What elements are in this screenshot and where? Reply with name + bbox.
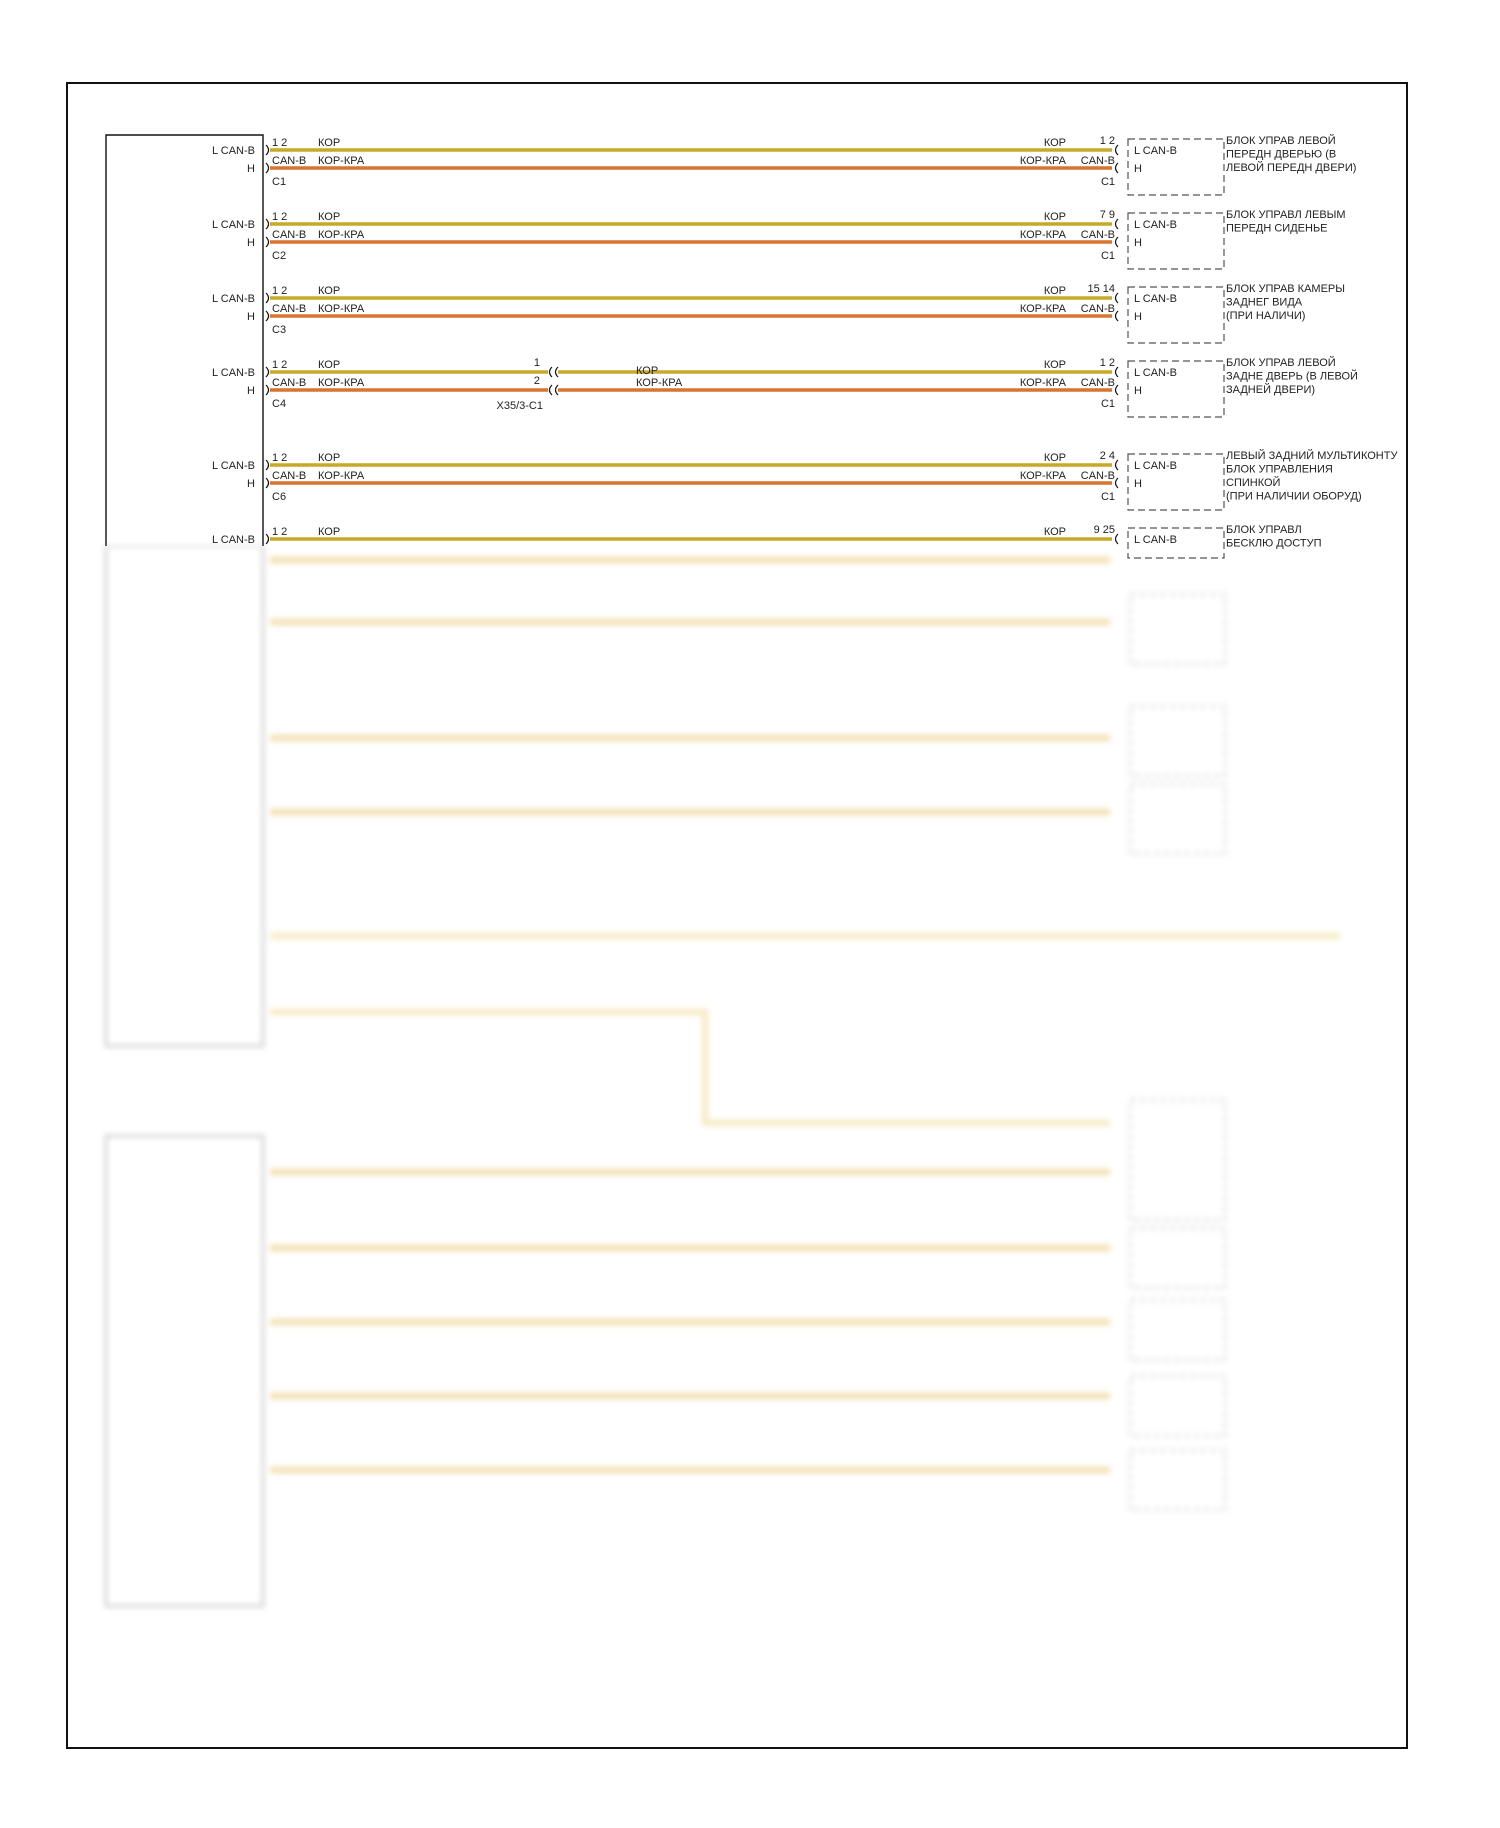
wire-color-label-right-1: КОР xyxy=(1043,526,1066,538)
left-can-label: CAN-B xyxy=(272,377,307,389)
left-connector-icon xyxy=(266,534,269,544)
left-label-h: H xyxy=(247,163,255,175)
left-connector-icon xyxy=(266,293,269,321)
wire-color-label-right-2: КОР-КРА xyxy=(1019,229,1066,241)
left-label-h: H xyxy=(247,311,255,323)
left-pin-numbers: 1 2 xyxy=(272,452,288,464)
left-connector-icon xyxy=(266,367,269,395)
right-connector-id: C1 xyxy=(1100,491,1115,503)
module-title-line: БЕСКЛЮ ДОСТУП xyxy=(1226,537,1322,550)
wire-color-label-1: КОР xyxy=(318,452,341,464)
left-connector-icon xyxy=(266,145,269,173)
left-can-label: CAN-B xyxy=(272,470,307,482)
module-label-l-can-b: L CAN-B xyxy=(1134,219,1177,231)
right-connector-id: C1 xyxy=(1100,176,1115,188)
module-title-line: (ПРИ НАЛИЧИ) xyxy=(1226,310,1306,322)
left-label-l-can-b: L CAN-B xyxy=(212,293,255,305)
wire-color-label-1: КОР xyxy=(318,359,341,371)
wire-color-label-2: КОР-КРА xyxy=(318,377,365,389)
module-title-line: ПЕРЕДН ДВЕРЬЮ (В xyxy=(1226,148,1337,161)
wire-color-label-right-1: КОР xyxy=(1043,359,1066,371)
left-connector-icon xyxy=(266,219,269,247)
left-label-h: H xyxy=(247,237,255,249)
module-label-h: H xyxy=(1134,311,1142,323)
module-title-line: (ПРИ НАЛИЧИИ ОБОРУД) xyxy=(1226,490,1362,503)
wire-color-label-right-1: КОР xyxy=(1043,137,1066,149)
module-title-line: БЛОК УПРАВЛ xyxy=(1226,524,1302,536)
wire-color-label-right-2: КОР-КРА xyxy=(1019,377,1066,389)
right-connector-icon xyxy=(1116,145,1119,173)
left-connector-id: C2 xyxy=(272,250,287,262)
wire-color-label-right-2: КОР-КРА xyxy=(1019,303,1066,315)
left-pin-numbers: 1 2 xyxy=(272,137,288,149)
left-connector-id: C1 xyxy=(272,176,287,188)
right-can-label: CAN-B xyxy=(1080,470,1115,482)
wire-color-label-1: КОР xyxy=(318,285,341,297)
splice-wire-color-2: КОР-КРА xyxy=(636,377,683,389)
module-label-h: H xyxy=(1134,385,1142,397)
left-pin-numbers: 1 2 xyxy=(272,211,288,223)
left-label-h: H xyxy=(247,385,255,397)
left-connector-id: C3 xyxy=(272,324,287,336)
module-title-line: ПЕРЕДН СИДЕНЬЕ xyxy=(1226,222,1328,235)
wire-color-label-2: КОР-КРА xyxy=(318,155,365,167)
left-can-label: CAN-B xyxy=(272,303,307,315)
module-label-h: H xyxy=(1134,163,1142,175)
module-label-l-can-b: L CAN-B xyxy=(1134,367,1177,379)
right-pin-numbers: 15 14 xyxy=(1087,283,1115,295)
right-pin-numbers: 7 9 xyxy=(1099,209,1115,221)
module-title-line: БЛОК УПРАВ КАМЕРЫ xyxy=(1226,283,1346,295)
right-can-label: CAN-B xyxy=(1080,155,1115,167)
left-label-l-can-b: L CAN-B xyxy=(212,460,255,472)
wire-color-label-right-2: КОР-КРА xyxy=(1019,470,1066,482)
module-label-l-can-b: L CAN-B xyxy=(1134,460,1177,472)
module-title-line: БЛОК УПРАВЛЕНИЯ xyxy=(1226,463,1333,476)
right-connector-icon xyxy=(1116,293,1119,321)
splice-pin-1: 1 xyxy=(533,357,540,369)
module-title-line: БЛОК УПРАВЛ ЛЕВЫМ xyxy=(1226,209,1346,221)
right-pin-numbers: 2 4 xyxy=(1099,450,1115,462)
right-connector-id: C1 xyxy=(1100,398,1115,410)
module-label-h: H xyxy=(1134,478,1142,490)
module-title-line: ЗАДНЕЙ ДВЕРИ) xyxy=(1226,384,1316,396)
module-title-line: ЗАДНЕГ ВИДА xyxy=(1226,296,1303,309)
module-title-line: БЛОК УПРАВ ЛЕВОЙ xyxy=(1226,357,1336,369)
wire-color-label-2: КОР-КРА xyxy=(318,303,365,315)
left-label-l-can-b: L CAN-B xyxy=(212,145,255,157)
wire-color-label-right-2: КОР-КРА xyxy=(1019,155,1066,167)
splice-pin-2: 2 xyxy=(533,375,540,387)
left-pin-numbers: 1 2 xyxy=(272,526,288,538)
left-module-box xyxy=(106,135,263,546)
right-connector-icon xyxy=(1116,460,1119,488)
module-label-h: H xyxy=(1134,237,1142,249)
splice-connector-id: X35/3-C1 xyxy=(496,400,543,412)
left-connector-id: C4 xyxy=(272,398,287,410)
right-can-label: CAN-B xyxy=(1080,377,1115,389)
right-connector-icon xyxy=(1116,367,1119,395)
module-label-l-can-b: L CAN-B xyxy=(1134,293,1177,305)
right-pin-numbers: 1 2 xyxy=(1099,357,1115,369)
module-title-line: БЛОК УПРАВ ЛЕВОЙ xyxy=(1226,135,1336,147)
module-title-line: ЗАДНЕ ДВЕРЬ (В ЛЕВОЙ xyxy=(1226,370,1358,383)
right-connector-icon xyxy=(1116,534,1119,544)
left-label-h: H xyxy=(247,478,255,490)
right-connector-id: C1 xyxy=(1100,250,1115,262)
wire-color-label-2: КОР-КРА xyxy=(318,229,365,241)
module-title-line: ЛЕВЫЙ ЗАДНИЙ МУЛЬТИКОНТУ xyxy=(1226,450,1398,462)
left-label-l-can-b: L CAN-B xyxy=(212,534,255,546)
module-title-line: ЛЕВОЙ ПЕРЕДН ДВЕРИ) xyxy=(1226,162,1357,174)
wire-color-label-right-1: КОР xyxy=(1043,211,1066,223)
wire-color-label-1: КОР xyxy=(318,211,341,223)
wire-color-label-right-1: КОР xyxy=(1043,452,1066,464)
right-connector-icon xyxy=(1116,219,1119,247)
left-pin-numbers: 1 2 xyxy=(272,359,288,371)
left-label-l-can-b: L CAN-B xyxy=(212,367,255,379)
wire-color-label-1: КОР xyxy=(318,526,341,538)
right-pin-numbers: 1 2 xyxy=(1099,135,1115,147)
module-title-line: СПИНКОЙ xyxy=(1226,477,1281,489)
right-can-label: CAN-B xyxy=(1080,303,1115,315)
left-connector-id: C6 xyxy=(272,491,287,503)
module-label-l-can-b: L CAN-B xyxy=(1134,534,1177,546)
left-label-l-can-b: L CAN-B xyxy=(212,219,255,231)
left-can-label: CAN-B xyxy=(272,155,307,167)
right-can-label: CAN-B xyxy=(1080,229,1115,241)
splice-connector-icon xyxy=(550,367,559,395)
wire-color-label-1: КОР xyxy=(318,137,341,149)
module-label-l-can-b: L CAN-B xyxy=(1134,145,1177,157)
left-can-label: CAN-B xyxy=(272,229,307,241)
left-pin-numbers: 1 2 xyxy=(272,285,288,297)
left-connector-icon xyxy=(266,460,269,488)
wire-color-label-right-1: КОР xyxy=(1043,285,1066,297)
splice-wire-color-1: КОР xyxy=(636,365,659,377)
wire-color-label-2: КОР-КРА xyxy=(318,470,365,482)
outer-frame xyxy=(67,83,1407,1748)
right-pin-numbers: 9 25 xyxy=(1093,524,1115,536)
